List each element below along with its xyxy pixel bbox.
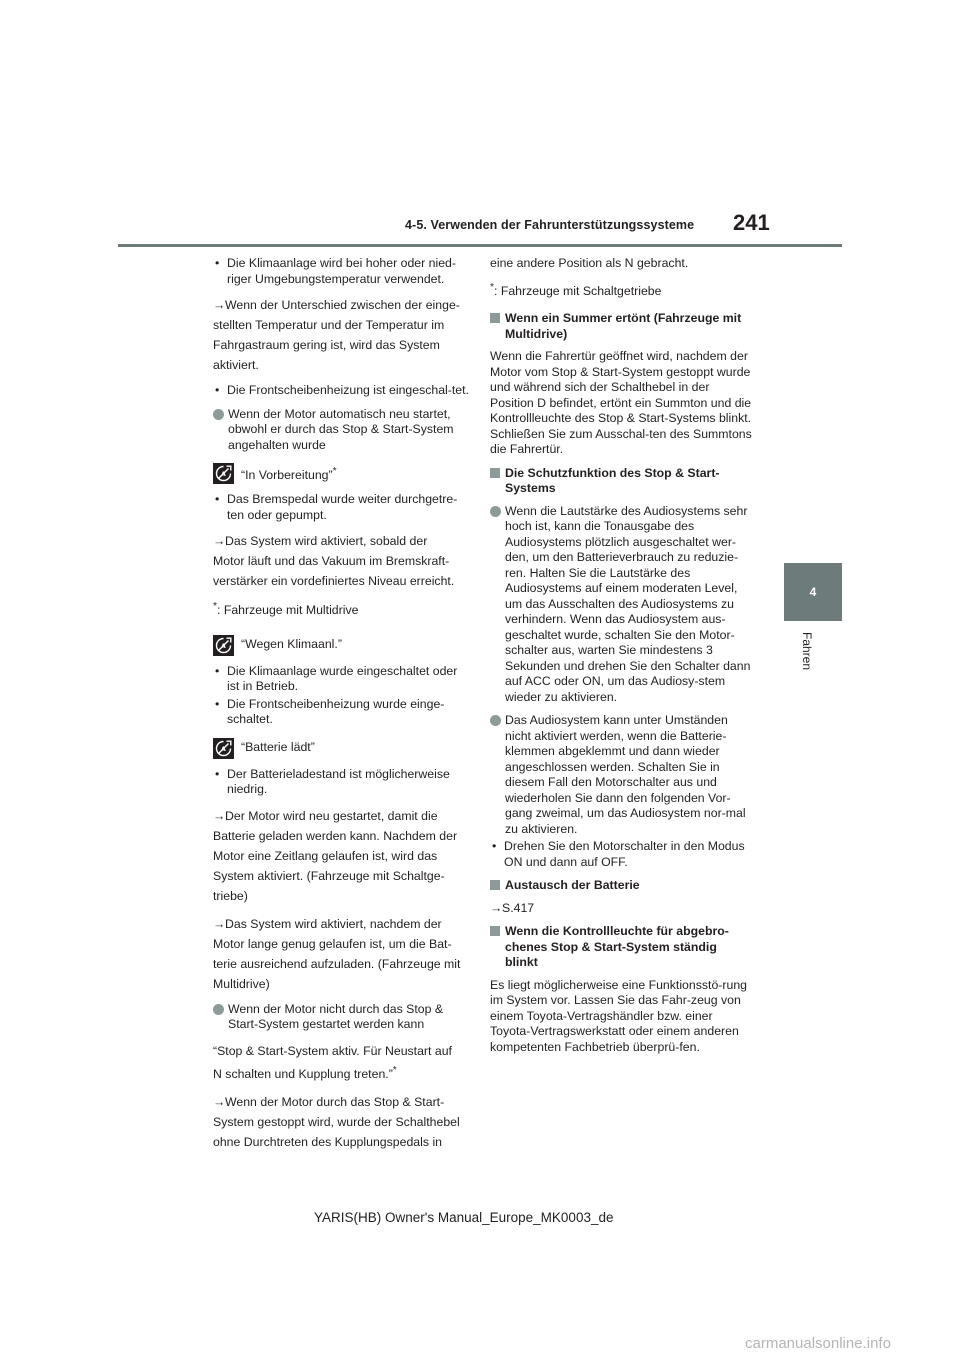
- result-line: [213, 846, 473, 866]
- bullet-item: • Die Klimaanlage wurde eingeschaltet oder ist in Betrieb.: [213, 664, 473, 695]
- arrow-right-icon: →: [213, 298, 226, 312]
- section-heading: [490, 878, 752, 894]
- result-line: [213, 914, 473, 934]
- message-row: [213, 463, 473, 484]
- square-bullet-icon: [490, 468, 500, 478]
- condition-item: [213, 407, 473, 454]
- result-line: [213, 295, 473, 315]
- result-line: [213, 1112, 473, 1132]
- watermark: carmanualsonline.info: [745, 1335, 891, 1352]
- result-line-text: Wenn der Unterschied zwischen der einge-: [225, 298, 460, 312]
- bullet-item: • Der Batterieladestand ist möglicherweise niedrig.: [213, 767, 473, 798]
- arrow-right-icon: →: [213, 916, 226, 931]
- arrow-right-icon: →: [213, 534, 226, 548]
- bullet-item: • Die Frontscheibenheizung ist eingeschal-tet.: [213, 383, 473, 399]
- result-line-text: Das System wird aktiviert, sobald der: [225, 534, 428, 548]
- result-block: [213, 531, 473, 591]
- result-line-text: Das System wird aktiviert, nachdem der: [225, 916, 442, 931]
- result-line: [213, 531, 473, 551]
- result-line: [213, 974, 473, 994]
- page-reference: →S.417: [490, 900, 535, 915]
- square-bullet-icon: [490, 880, 500, 890]
- message-text: “Wegen Klimaanl.”: [241, 637, 342, 652]
- result-line: [213, 1092, 473, 1112]
- footer-manual-id: YARIS(HB) Owner's Manual_Europe_MK0003_de: [314, 1210, 614, 1225]
- svg-text:A: A: [221, 642, 226, 650]
- result-block: [213, 914, 473, 994]
- circle-bullet-icon: [490, 715, 501, 726]
- circle-bullet-icon: [490, 506, 501, 517]
- result-line: [213, 866, 473, 886]
- result-line-text: Batterie geladen werden kann. Nachdem der: [213, 828, 458, 843]
- result-line-text: System aktiviert. (Fahrzeuge mit Schaltge-: [213, 868, 445, 883]
- result-line: [213, 806, 473, 826]
- result-line: [213, 954, 473, 974]
- result-line: [213, 571, 473, 591]
- result-line-text: verstärker ein vordefiniertes Niveau erreicht.: [213, 574, 455, 588]
- bullet-item: • Die Frontscheibenheizung wurde einge-schaltet.: [213, 697, 473, 728]
- section-heading-text: Die Schutzfunktion des Stop & Start-Systems: [505, 465, 720, 496]
- result-line: [213, 886, 473, 906]
- result-line: [213, 355, 473, 375]
- footnote: *: Fahrzeuge mit Multidrive: [213, 601, 359, 618]
- condition-text: Wenn die Lautstärke des Audiosystems sehr hoch ist, kann die Tonausgabe des Audiosystems plötzlich ausgeschaltet wer-den, um den Batterieverbrauch zu reduzie-ren. Halten Sie die Lautstärke des Audiosystems auf einem moderaten Level, um das Ausschalten des Audiosystems zu verhindern. Wenn das Audiosystem aus-geschaltet wurde, schalten Sie den Motor-schalter aus, warten Sie mindestens 3 Sekunden und drehen Sie den Schalter dann auf ACC oder ON, um das Audiosy-stem wieder zu aktivieren.: [505, 503, 751, 704]
- section-heading-text: Wenn ein Summer ertönt (Fahrzeuge mit Multidrive): [505, 311, 742, 341]
- result-line: [213, 335, 473, 355]
- continued-text: eine andere Position als N gebracht.: [490, 256, 689, 270]
- arrow-right-icon: →: [213, 1094, 226, 1109]
- condition-text: Das Audiosystem kann unter Umständen nicht aktiviert werden, wenn die Batterie-klemmen abgeklemmt und dann wieder angeschlossen werden. Schalten Sie in diesem Fall den Motorschalter aus und wiederholen Sie dann den folgenden Vor-gang zweimal, um das Audiosystem nor-mal zu aktivieren.: [505, 713, 746, 836]
- section-heading: [490, 924, 752, 971]
- result-line-text: Motor läuft und das Vakuum im Bremskraft-: [213, 554, 450, 568]
- square-bullet-icon: [490, 313, 500, 323]
- message-row: [213, 738, 473, 759]
- message-text: “Batterie lädt”: [241, 740, 315, 755]
- paragraph: Es liegt möglicherweise eine Funktionsstö-rung im System vor. Lassen Sie das Fahr-zeug von einem Toyota-Vertragshändler bzw. einer Toyota-Vertragswerkstatt oder einem anderen kompetenten Fachbetrieb überprü-fen.: [490, 977, 747, 1054]
- section-heading-text: Wenn die Kontrollleuchte für abgebro-chenes Stop & Start-System ständig blinkt: [505, 924, 729, 970]
- result-line: [213, 551, 473, 571]
- header-rule: [118, 244, 842, 247]
- arrow-right-icon: →: [490, 900, 503, 915]
- footnote: *: Fahrzeuge mit Schaltgetriebe: [490, 281, 662, 298]
- bullet-item: • Das Bremspedal wurde weiter durchgetre-ten oder gepumpt.: [213, 492, 473, 523]
- quoted-message: “Stop & Start-System aktiv. Für Neustart auf: [213, 1043, 452, 1058]
- right-column: [490, 256, 752, 1063]
- quoted-message: N schalten und Kupplung treten.”*: [213, 1064, 397, 1081]
- condition-item: [490, 713, 752, 837]
- bullet-item: • Die Klimaanlage wird bei hoher oder nied-riger Umgebungstemperatur verwendet.: [213, 256, 473, 287]
- result-line: [213, 315, 473, 335]
- result-block: [213, 1092, 473, 1152]
- circle-bullet-icon: [213, 1004, 224, 1015]
- result-line-text: aktiviert.: [213, 358, 259, 372]
- circle-bullet-icon: [213, 409, 224, 420]
- result-line: [213, 934, 473, 954]
- stop-start-indicator-icon: [213, 635, 234, 656]
- page-number: 241: [733, 210, 770, 235]
- result-line-text: stellten Temperatur und der Temperatur im: [213, 318, 445, 332]
- result-line-text: terie ausreichend aufzuladen. (Fahrzeuge mit: [213, 956, 461, 971]
- message-row: [213, 635, 473, 656]
- result-line-text: Motor lange genug gelaufen ist, um die Bat-: [213, 936, 452, 951]
- bullet-item: • Drehen Sie den Motorschalter in den Modus ON und dann auf OFF.: [490, 839, 752, 870]
- svg-text:A: A: [221, 471, 226, 478]
- condition-text: Wenn der Motor nicht durch das Stop & Start-System gestartet werden kann: [228, 1001, 444, 1032]
- section-heading-text: Austausch der Batterie: [505, 878, 640, 893]
- result-line-text: Multidrive): [213, 976, 270, 991]
- result-line-text: Motor eine Zeitlang gelaufen ist, wird das: [213, 848, 438, 863]
- arrow-right-icon: →: [213, 808, 226, 823]
- result-line-text: Der Motor wird neu gestartet, damit die: [225, 808, 438, 823]
- result-block: [213, 806, 473, 906]
- section-heading: [490, 311, 752, 342]
- result-line-text: System gestoppt wird, wurde der Schalthebel: [213, 1114, 460, 1129]
- stop-start-indicator-icon: [213, 463, 234, 484]
- result-block: [213, 295, 473, 375]
- paragraph: Wenn die Fahrertür geöffnet wird, nachdem der Motor vom Stop & Start-System gestoppt wurde und während sich der Schalthebel in der Position D befindet, ertönt ein Summton und die Kontrollleuchte des Stop & Start-Systems blinkt. Schließen Sie zum Ausschal-ten des Summtons die Fahrertür.: [490, 349, 752, 457]
- section-heading: [490, 466, 752, 497]
- stop-start-indicator-icon: [213, 738, 234, 759]
- result-line-text: Fahrgastraum gering ist, wird das System: [213, 338, 440, 352]
- result-line: [213, 826, 473, 846]
- square-bullet-icon: [490, 926, 500, 936]
- section-title: 4-5. Verwenden der Fahrunterstützungssysteme: [405, 218, 695, 232]
- condition-item: [490, 504, 752, 706]
- left-column: [213, 256, 473, 1160]
- message-text: “In Vorbereitung”*: [241, 465, 337, 482]
- result-line-text: Wenn der Motor durch das Stop & Start-: [225, 1094, 445, 1109]
- result-line-text: triebe): [213, 888, 248, 903]
- condition-text: Wenn der Motor automatisch neu startet, obwohl er durch das Stop & Start-System angehalten wurde: [228, 406, 454, 452]
- result-line-text: ohne Durchtreten des Kupplungspedals in: [213, 1134, 443, 1149]
- chapter-label: Fahren: [800, 632, 814, 671]
- chapter-tab: 4: [784, 563, 842, 621]
- condition-item: [213, 1002, 473, 1033]
- result-line: [213, 1132, 473, 1152]
- svg-text:A: A: [221, 745, 226, 753]
